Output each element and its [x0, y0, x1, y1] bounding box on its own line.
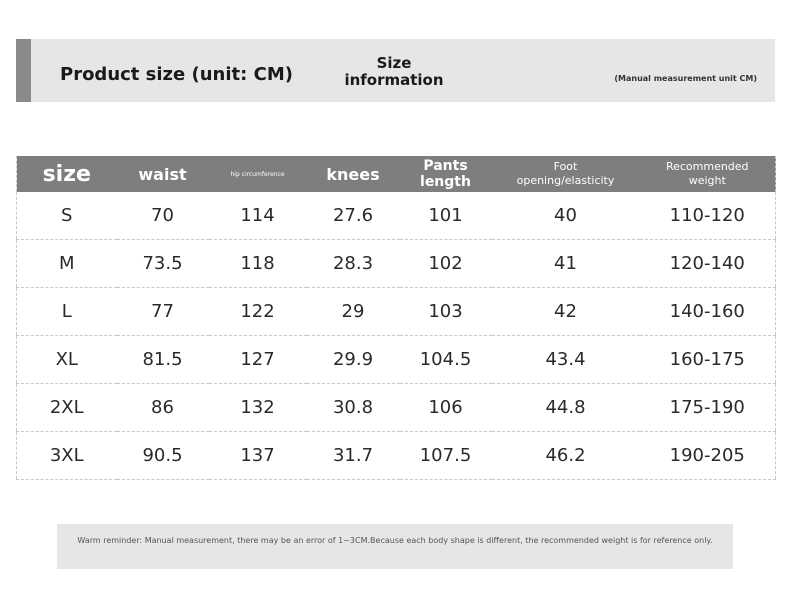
measurement-note: (Manual measurement unit CM): [614, 74, 757, 83]
header-foot-opening: [492, 156, 640, 192]
cell-pants-length: 104.5: [400, 336, 492, 384]
cell-size: S: [17, 192, 117, 240]
table-row: [17, 288, 776, 336]
size-table: [16, 156, 776, 480]
cell-hip: 132: [209, 384, 307, 432]
section-label-line1: Size: [376, 54, 412, 72]
header-recommended-weight: [640, 156, 776, 192]
cell-recommended-weight: 120-140: [640, 240, 776, 288]
table-body: [17, 192, 776, 480]
cell-hip: 122: [209, 288, 307, 336]
cell-pants-length: 103: [400, 288, 492, 336]
header-hip: hip circumference: [230, 170, 285, 178]
header-rec-line2: weight: [688, 174, 726, 187]
page-title: Product size (unit: CM): [60, 64, 293, 85]
header-foot-line2: opening/elasticity: [516, 174, 615, 187]
cell-recommended-weight: 140-160: [640, 288, 776, 336]
cell-size: 3XL: [17, 432, 117, 480]
cell-size: XL: [17, 336, 117, 384]
table-header: [17, 156, 776, 192]
header-pants-line1: Pants: [423, 158, 468, 174]
table-row: [17, 240, 776, 288]
header-rec-line1: Recommended: [665, 160, 749, 173]
section-label-line2: information: [344, 71, 444, 89]
cell-recommended-weight: 190-205: [640, 432, 776, 480]
cell-recommended-weight: 175-190: [640, 384, 776, 432]
cell-pants-length: 101: [400, 192, 492, 240]
cell-foot-opening: 46.2: [492, 432, 640, 480]
cell-knees: 30.8: [307, 384, 400, 432]
cell-knees: 31.7: [307, 432, 400, 480]
header-bar: [16, 39, 775, 102]
cell-waist: 70: [117, 192, 209, 240]
cell-knees: 27.6: [307, 192, 400, 240]
header-size: size: [42, 161, 91, 187]
table-row: [17, 432, 776, 480]
reminder-box: [57, 524, 733, 569]
cell-recommended-weight: 110-120: [640, 192, 776, 240]
cell-foot-opening: 42: [492, 288, 640, 336]
header-pants-line2: length: [420, 174, 471, 190]
cell-hip: 114: [209, 192, 307, 240]
cell-knees: 29: [307, 288, 400, 336]
cell-knees: 28.3: [307, 240, 400, 288]
cell-waist: 73.5: [117, 240, 209, 288]
cell-pants-length: 102: [400, 240, 492, 288]
table-row: [17, 384, 776, 432]
header-knees: knees: [326, 164, 380, 184]
header-waist: waist: [138, 164, 187, 184]
cell-waist: 86: [117, 384, 209, 432]
cell-hip: 118: [209, 240, 307, 288]
cell-pants-length: 107.5: [400, 432, 492, 480]
table-header-row: [17, 156, 776, 192]
cell-hip: 137: [209, 432, 307, 480]
section-label: [334, 55, 454, 89]
cell-knees: 29.9: [307, 336, 400, 384]
cell-waist: 81.5: [117, 336, 209, 384]
cell-pants-length: 106: [400, 384, 492, 432]
cell-hip: 127: [209, 336, 307, 384]
cell-foot-opening: 43.4: [492, 336, 640, 384]
header-foot-line1: Foot: [553, 160, 578, 173]
cell-size: M: [17, 240, 117, 288]
cell-waist: 77: [117, 288, 209, 336]
cell-foot-opening: 40: [492, 192, 640, 240]
table-row: [17, 192, 776, 240]
table-row: [17, 336, 776, 384]
cell-size: 2XL: [17, 384, 117, 432]
header-pants-length: [400, 156, 492, 192]
cell-foot-opening: 41: [492, 240, 640, 288]
cell-size: L: [17, 288, 117, 336]
header-accent-stripe: [16, 39, 31, 102]
cell-recommended-weight: 160-175: [640, 336, 776, 384]
cell-waist: 90.5: [117, 432, 209, 480]
cell-foot-opening: 44.8: [492, 384, 640, 432]
reminder-text: Warm reminder: Manual measurement, there may be an error of 1~3CM.Because each body shape is different, the recommended weight is for reference only.: [77, 536, 713, 545]
